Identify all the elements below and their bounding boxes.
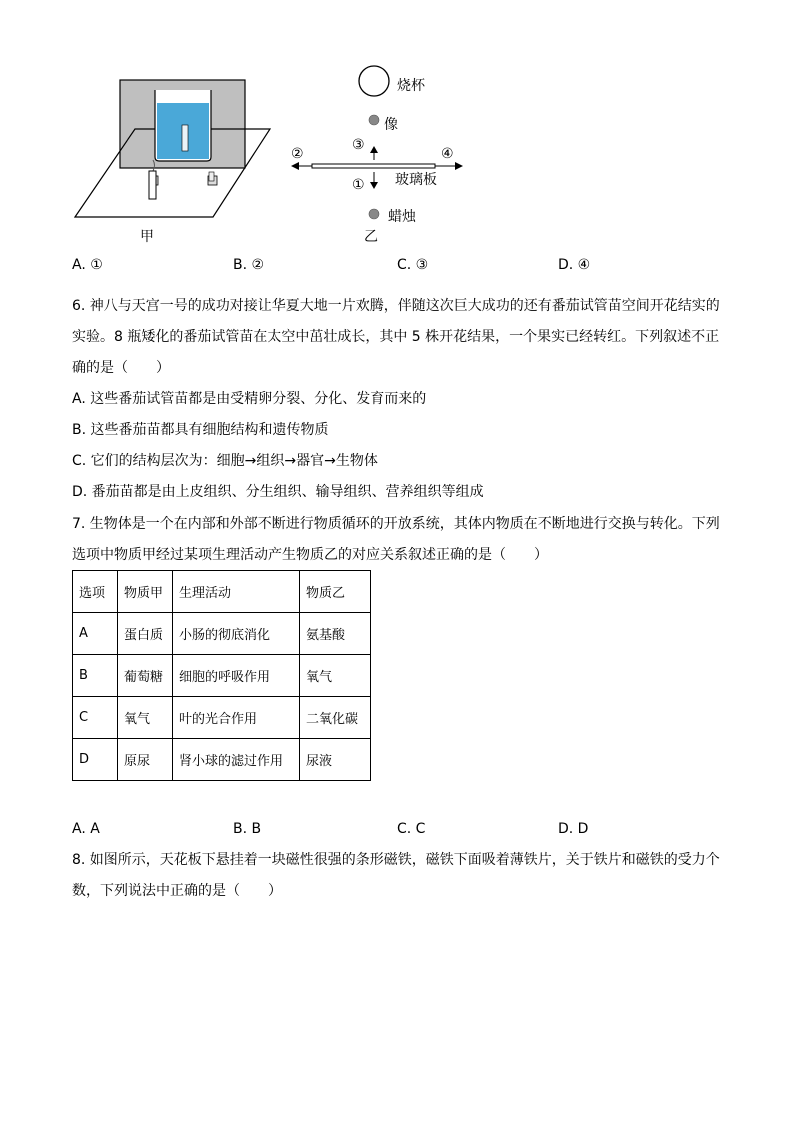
direction-3: ③	[352, 137, 365, 153]
figure-jia-caption: 甲	[140, 229, 154, 245]
q5-option-a: A. ①	[72, 257, 103, 273]
q6-stem-line-2: 实验。8 瓶矮化的番茄试管苗在太空中茁壮成长，其中 5 株开花结果，一个果实已经转红。下列叙述不正	[72, 329, 720, 345]
candle-label: 蜡烛	[388, 209, 416, 225]
table-cell: 氧气	[118, 697, 173, 739]
glass-label: 玻璃板	[395, 172, 437, 188]
table-cell: 氧气	[300, 655, 371, 697]
q7-option-c: C. C	[397, 821, 426, 837]
table-header-row	[73, 571, 371, 613]
q6-stem-line-1: 6. 神八与天宫一号的成功对接让华夏大地一片欢腾，伴随这次巨大成功的还有番茄试管苗空间开花结实的	[72, 298, 720, 314]
figure-yi	[285, 62, 485, 232]
q6-option-a: A. 这些番茄试管苗都是由受精卵分裂、分化、发育而来的	[72, 391, 427, 407]
direction-4: ④	[441, 146, 454, 162]
direction-2: ②	[291, 146, 304, 162]
q7-option-d: D. D	[558, 821, 589, 837]
table-cell: 原尿	[118, 739, 173, 781]
table-cell: A	[73, 613, 118, 655]
q7-option-b: B. B	[233, 821, 262, 837]
q8-stem-line-2: 数，下列说法中正确的是（ ）	[72, 883, 282, 899]
table-header-cell: 选项	[73, 571, 118, 613]
table-cell: 叶的光合作用	[173, 697, 300, 739]
table-header-cell: 物质甲	[118, 571, 173, 613]
table-cell: 小肠的彻底消化	[173, 613, 300, 655]
direction-1: ①	[352, 177, 365, 193]
q5-option-c: C. ③	[397, 257, 429, 273]
table-row	[73, 739, 371, 781]
q7-stem-line-2: 选项中物质甲经过某项生理活动产生物质乙的对应关系叙述正确的是（ ）	[72, 547, 548, 563]
table-row	[73, 655, 371, 697]
figure-yi-caption: 乙	[364, 229, 378, 245]
beaker-label: 烧杯	[397, 78, 425, 94]
table-cell: 蛋白质	[118, 613, 173, 655]
q5-option-b: B. ②	[233, 257, 265, 273]
table-row	[73, 613, 371, 655]
table-cell: 细胞的呼吸作用	[173, 655, 300, 697]
table-cell: 葡萄糖	[118, 655, 173, 697]
table-header-cell: 物质乙	[300, 571, 371, 613]
q7-table	[72, 570, 371, 781]
table-cell: D	[73, 739, 118, 781]
q7-stem-line-1: 7. 生物体是一个在内部和外部不断进行物质循环的开放系统，其体内物质在不断地进行交换与转化。下列	[72, 516, 720, 532]
q6-stem-line-3: 确的是（ ）	[72, 360, 170, 376]
table-cell: 氨基酸	[300, 613, 371, 655]
table-row	[73, 697, 371, 739]
q8-stem-line-1: 8. 如图所示，天花板下悬挂着一块磁性很强的条形磁铁，磁铁下面吸着薄铁片，关于铁片和磁铁的受力个	[72, 852, 720, 868]
image-label: 像	[384, 117, 398, 133]
q5-option-d: D. ④	[558, 257, 591, 273]
table-header-cell: 生理活动	[173, 571, 300, 613]
q6-option-d: D. 番茄苗都是由上皮组织、分生组织、输导组织、营养组织等组成	[72, 484, 484, 500]
q7-option-a: A. A	[72, 821, 100, 837]
q6-option-c: C. 它们的结构层次为：细胞→组织→器官→生物体	[72, 453, 378, 469]
table-cell: B	[73, 655, 118, 697]
table-cell: C	[73, 697, 118, 739]
table-cell: 尿液	[300, 739, 371, 781]
table-cell: 肾小球的滤过作用	[173, 739, 300, 781]
figure-jia	[70, 75, 280, 225]
q6-option-b: B. 这些番茄苗都具有细胞结构和遗传物质	[72, 422, 329, 438]
table-cell: 二氧化碳	[300, 697, 371, 739]
